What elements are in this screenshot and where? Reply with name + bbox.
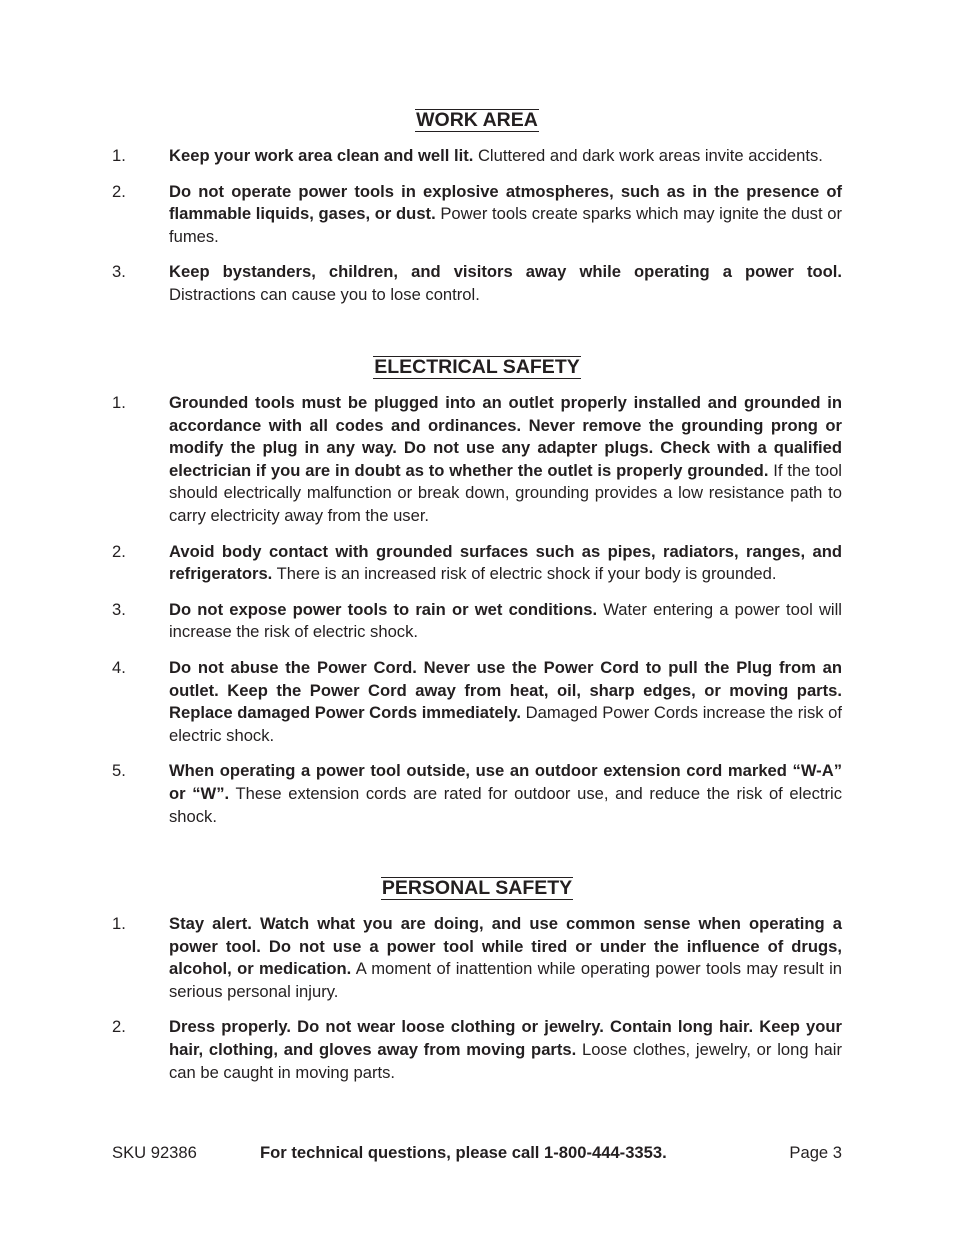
item-text: [169, 657, 842, 747]
page-footer: [112, 1141, 842, 1165]
technical-support-text: For technical questions, please call 1-800-444-3353.: [260, 1143, 667, 1162]
item-text: [169, 1016, 842, 1084]
item-body-text: Distractions can cause you to lose control.: [169, 284, 480, 304]
item-body-text: These extension cords are rated for outdoor use, and reduce the risk of electric shock.: [169, 783, 842, 826]
item-body-text: Cluttered and dark work areas invite accidents.: [477, 146, 823, 165]
list-item: [112, 913, 842, 1003]
list-item: [112, 392, 842, 528]
item-number: 3.: [112, 262, 126, 282]
item-number: 2.: [112, 1017, 126, 1037]
sku-label: SKU 92386: [112, 1143, 197, 1162]
list-item: [112, 181, 842, 249]
item-body-text: Damaged Power Cords increase the risk of electric shock.: [169, 703, 843, 745]
item-number: 4.: [112, 657, 126, 677]
item-bold-text: Do not operate power tools in explosive atmospheres, such as in the presence of flammable liquids, gases, or dust.: [169, 181, 842, 224]
list-item: [112, 760, 842, 828]
item-bold-text: Grounded tools must be plugged into an outlet properly installed and grounded in accordance with all codes and ordinances. Never remove the grounding prong or modify the plug in any way. Do not use any adapter plugs. Check with a qualified electrician if you are in doubt as to whether the outlet is properly grounded.: [169, 393, 842, 480]
item-number: 2.: [112, 541, 126, 561]
list-item: [112, 261, 842, 306]
item-bold-text: Keep bystanders, children, and visitors away while operating a power tool.: [169, 262, 842, 282]
item-text: [169, 145, 842, 168]
item-number: 5.: [112, 761, 126, 781]
item-number: 2.: [112, 181, 126, 201]
page-number: Page 3: [789, 1143, 842, 1162]
item-text: [169, 913, 842, 1003]
item-number: 3.: [112, 599, 126, 619]
list-item: [112, 599, 842, 644]
list-item: [112, 657, 842, 747]
personal-safety-section: [112, 876, 842, 1097]
list-item: [112, 145, 842, 168]
item-body-text: Water entering a power tool will increase the risk of electric shock.: [169, 599, 842, 642]
item-text: [169, 599, 842, 644]
list-item: [112, 1016, 842, 1084]
item-body-text: There is an increased risk of electric shock if your body is grounded.: [276, 564, 777, 584]
item-bold-text: When operating a power tool outside, use an outdoor extension cord marked “W-A” or “W”.: [169, 761, 842, 803]
item-bold-text: Keep your work area clean and well lit.: [169, 146, 474, 165]
item-bold-text: Dress properly. Do not wear loose clothing or jewelry. Contain long hair. Keep your hair, clothing, and gloves away from moving parts.: [169, 1017, 842, 1059]
item-text: [169, 261, 842, 306]
item-text: [169, 760, 842, 828]
section-heading: ELECTRICAL SAFETY: [374, 356, 580, 378]
section-heading: PERSONAL SAFETY: [381, 877, 573, 899]
item-bold-text: Avoid body contact with grounded surfaces such as pipes, radiators, ranges, and refrigerators.: [169, 541, 842, 584]
work-area-section: [112, 108, 842, 320]
item-number: 1.: [112, 393, 126, 412]
item-body-text: Loose clothes, jewelry, or long hair can be caught in moving parts.: [169, 1039, 842, 1082]
item-body-text: A moment of inattention while operating power tools may result in serious personal injury.: [169, 959, 842, 1001]
item-text: [169, 541, 842, 586]
item-bold-text: Stay alert. Watch what you are doing, and use common sense when operating a power tool. Do not use a power tool while tired or under the influence of drugs, alcohol, or medication.: [169, 914, 842, 979]
item-number: 1.: [112, 914, 126, 933]
item-bold-text: Do not abuse the Power Cord. Never use the Power Cord to pull the Plug from an outlet. Keep the Power Cord away from heat, oil, sharp edges, or moving parts. Replace damaged Power Cords immediately.: [169, 657, 842, 723]
section-heading: WORK AREA: [416, 109, 538, 131]
item-number: 1.: [112, 146, 126, 165]
electrical-safety-section: [112, 355, 842, 841]
item-bold-text: Do not expose power tools to rain or wet conditions.: [169, 599, 598, 619]
item-body-text: If the tool should electrically malfunction or break down, grounding provides a low resistance path to carry electricity away from the user.: [169, 460, 842, 525]
item-text: [169, 181, 842, 249]
item-body-text: Power tools create sparks which may ignite the dust or fumes.: [169, 204, 842, 246]
list-item: [112, 541, 842, 586]
item-text: [169, 392, 842, 528]
